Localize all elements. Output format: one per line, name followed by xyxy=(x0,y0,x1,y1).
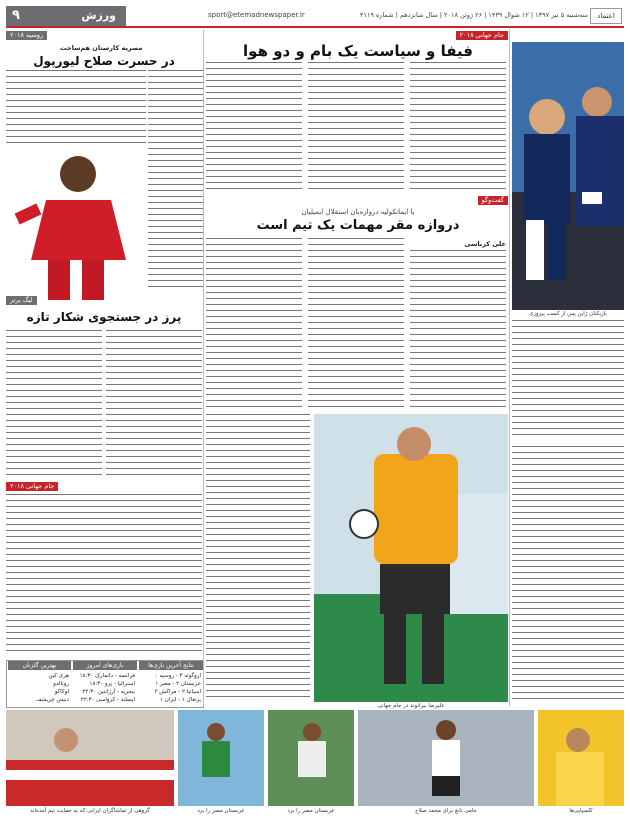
bottom-photo xyxy=(178,710,264,806)
goalkeeper-photo xyxy=(314,414,508,702)
bottom-caption: کلمبیایی‌ها xyxy=(569,808,593,814)
shakar-body-2 xyxy=(106,330,202,480)
table-row: لوکاکو xyxy=(54,689,69,695)
interview-headline: دروازه مقر مهمات یک تیم است xyxy=(256,218,460,233)
table-row: اسپانیا ۲ - مراکش ۲ xyxy=(154,689,201,695)
main-kicker: جام جهانی ۲۰۱۸ xyxy=(456,31,508,40)
table-row: استرالیا - پرو ۱۸:۳۰ xyxy=(89,681,135,687)
salah-body-right xyxy=(148,70,204,290)
main-author: علی کرباسی xyxy=(464,240,506,248)
keeper-caption: علیرضا بیرانوند در جام جهانی xyxy=(377,703,445,709)
table-row: هری کین xyxy=(48,673,69,679)
main-headline: فیفا و سیاست یک بام و دو هوا xyxy=(243,42,473,60)
bottom-caption: جامی نابغ برای محمد صلاح xyxy=(415,808,477,814)
table-row: رونالدو xyxy=(53,681,69,687)
table-row: فرانسه - دانمارک ۱۸:۳۰ xyxy=(79,673,135,679)
table-row: نیجریه - آرژانتین ۲۲:۳۰ xyxy=(82,689,135,695)
bottom-caption: عربستان مصر را برد xyxy=(197,808,245,814)
salah-kicker: روسیه ۲۰۱۸ xyxy=(6,31,47,40)
results-table xyxy=(6,660,204,708)
page-number: ۹ xyxy=(12,8,20,23)
interview-body-1 xyxy=(410,250,506,410)
japan-team-photo xyxy=(512,42,624,310)
page-header xyxy=(6,6,624,28)
salah-body-top xyxy=(6,70,146,148)
bottom-photo xyxy=(538,710,624,806)
shakar-headline: پرز در جستجوی شکار تازه xyxy=(26,310,182,324)
japan-photo-caption: بازیکنان ژاپن پس از کسب پیروزی xyxy=(529,311,607,317)
section-name: ورزش xyxy=(81,9,116,22)
interview-super: با ایمانکولیه دروازه‌بان استقلال ایمیلیان xyxy=(301,208,415,216)
bottom-photo xyxy=(6,710,174,806)
interview-body-2 xyxy=(308,238,404,410)
table-row: ایسلند - کرواسی ۲۲:۳۰ xyxy=(80,697,135,703)
salah-photo xyxy=(6,150,146,300)
scorers-header: بهترین گلزنان xyxy=(8,661,71,670)
shakar-body xyxy=(6,330,102,480)
results-header: نتایج آخرین بازی‌ها xyxy=(139,661,203,670)
issue-date: سه‌شنبه ۵ تیر ۱۳۹۷ | ۱۲ شوال ۱۴۳۹ | ۲۶ ژوئن ۲۰۱۸ | سال شانزدهم | شماره ۴۱۱۹ xyxy=(359,11,588,19)
table-row: پرتغال ۱ - ایران ۱ xyxy=(160,697,201,703)
bottom-photo-strip xyxy=(6,710,624,810)
main-body-2 xyxy=(308,62,404,190)
shakar-kicker: لیگ برتر xyxy=(6,296,37,305)
table-row: دنیس چریشف xyxy=(36,697,69,703)
right-col-lower-text xyxy=(512,446,624,702)
bottom-photo xyxy=(268,710,354,806)
salah-headline: در حسرت صلاح لیورپول xyxy=(33,54,175,68)
bottom-caption: عربستان مصر را برد xyxy=(287,808,335,814)
interview-body-3 xyxy=(206,238,302,410)
column-rule xyxy=(509,30,510,706)
column-rule xyxy=(203,30,204,706)
section-badge xyxy=(6,6,126,26)
mid-col-lower-text xyxy=(206,414,310,702)
interview-kicker: گفت‌وگو xyxy=(478,196,508,205)
newspaper-logo: اعتماد xyxy=(590,8,622,24)
table-row: اروگوئه ۳ - روسیه ۰ xyxy=(154,673,201,679)
bottom-captions xyxy=(6,808,624,818)
section-email[interactable]: sport@etemadnewspaper.ir xyxy=(208,11,305,19)
news-kicker: جام جهانی ۲۰۱۸ xyxy=(6,482,58,491)
japan-photo-text xyxy=(512,320,624,440)
today-header: بازی‌های امروز xyxy=(73,661,137,670)
salah-author: مصریه کارستان هم‌ساخت xyxy=(60,44,143,52)
news-list xyxy=(6,494,202,656)
bottom-caption: گروهی از تماشاگران ایرانی که به حمایت تیم آمده‌اند xyxy=(30,808,150,814)
table-row: عربستان ۲ - مصر ۱ xyxy=(155,681,201,687)
bottom-photo xyxy=(358,710,534,806)
main-body-3 xyxy=(206,62,302,190)
main-body-1 xyxy=(410,62,506,190)
